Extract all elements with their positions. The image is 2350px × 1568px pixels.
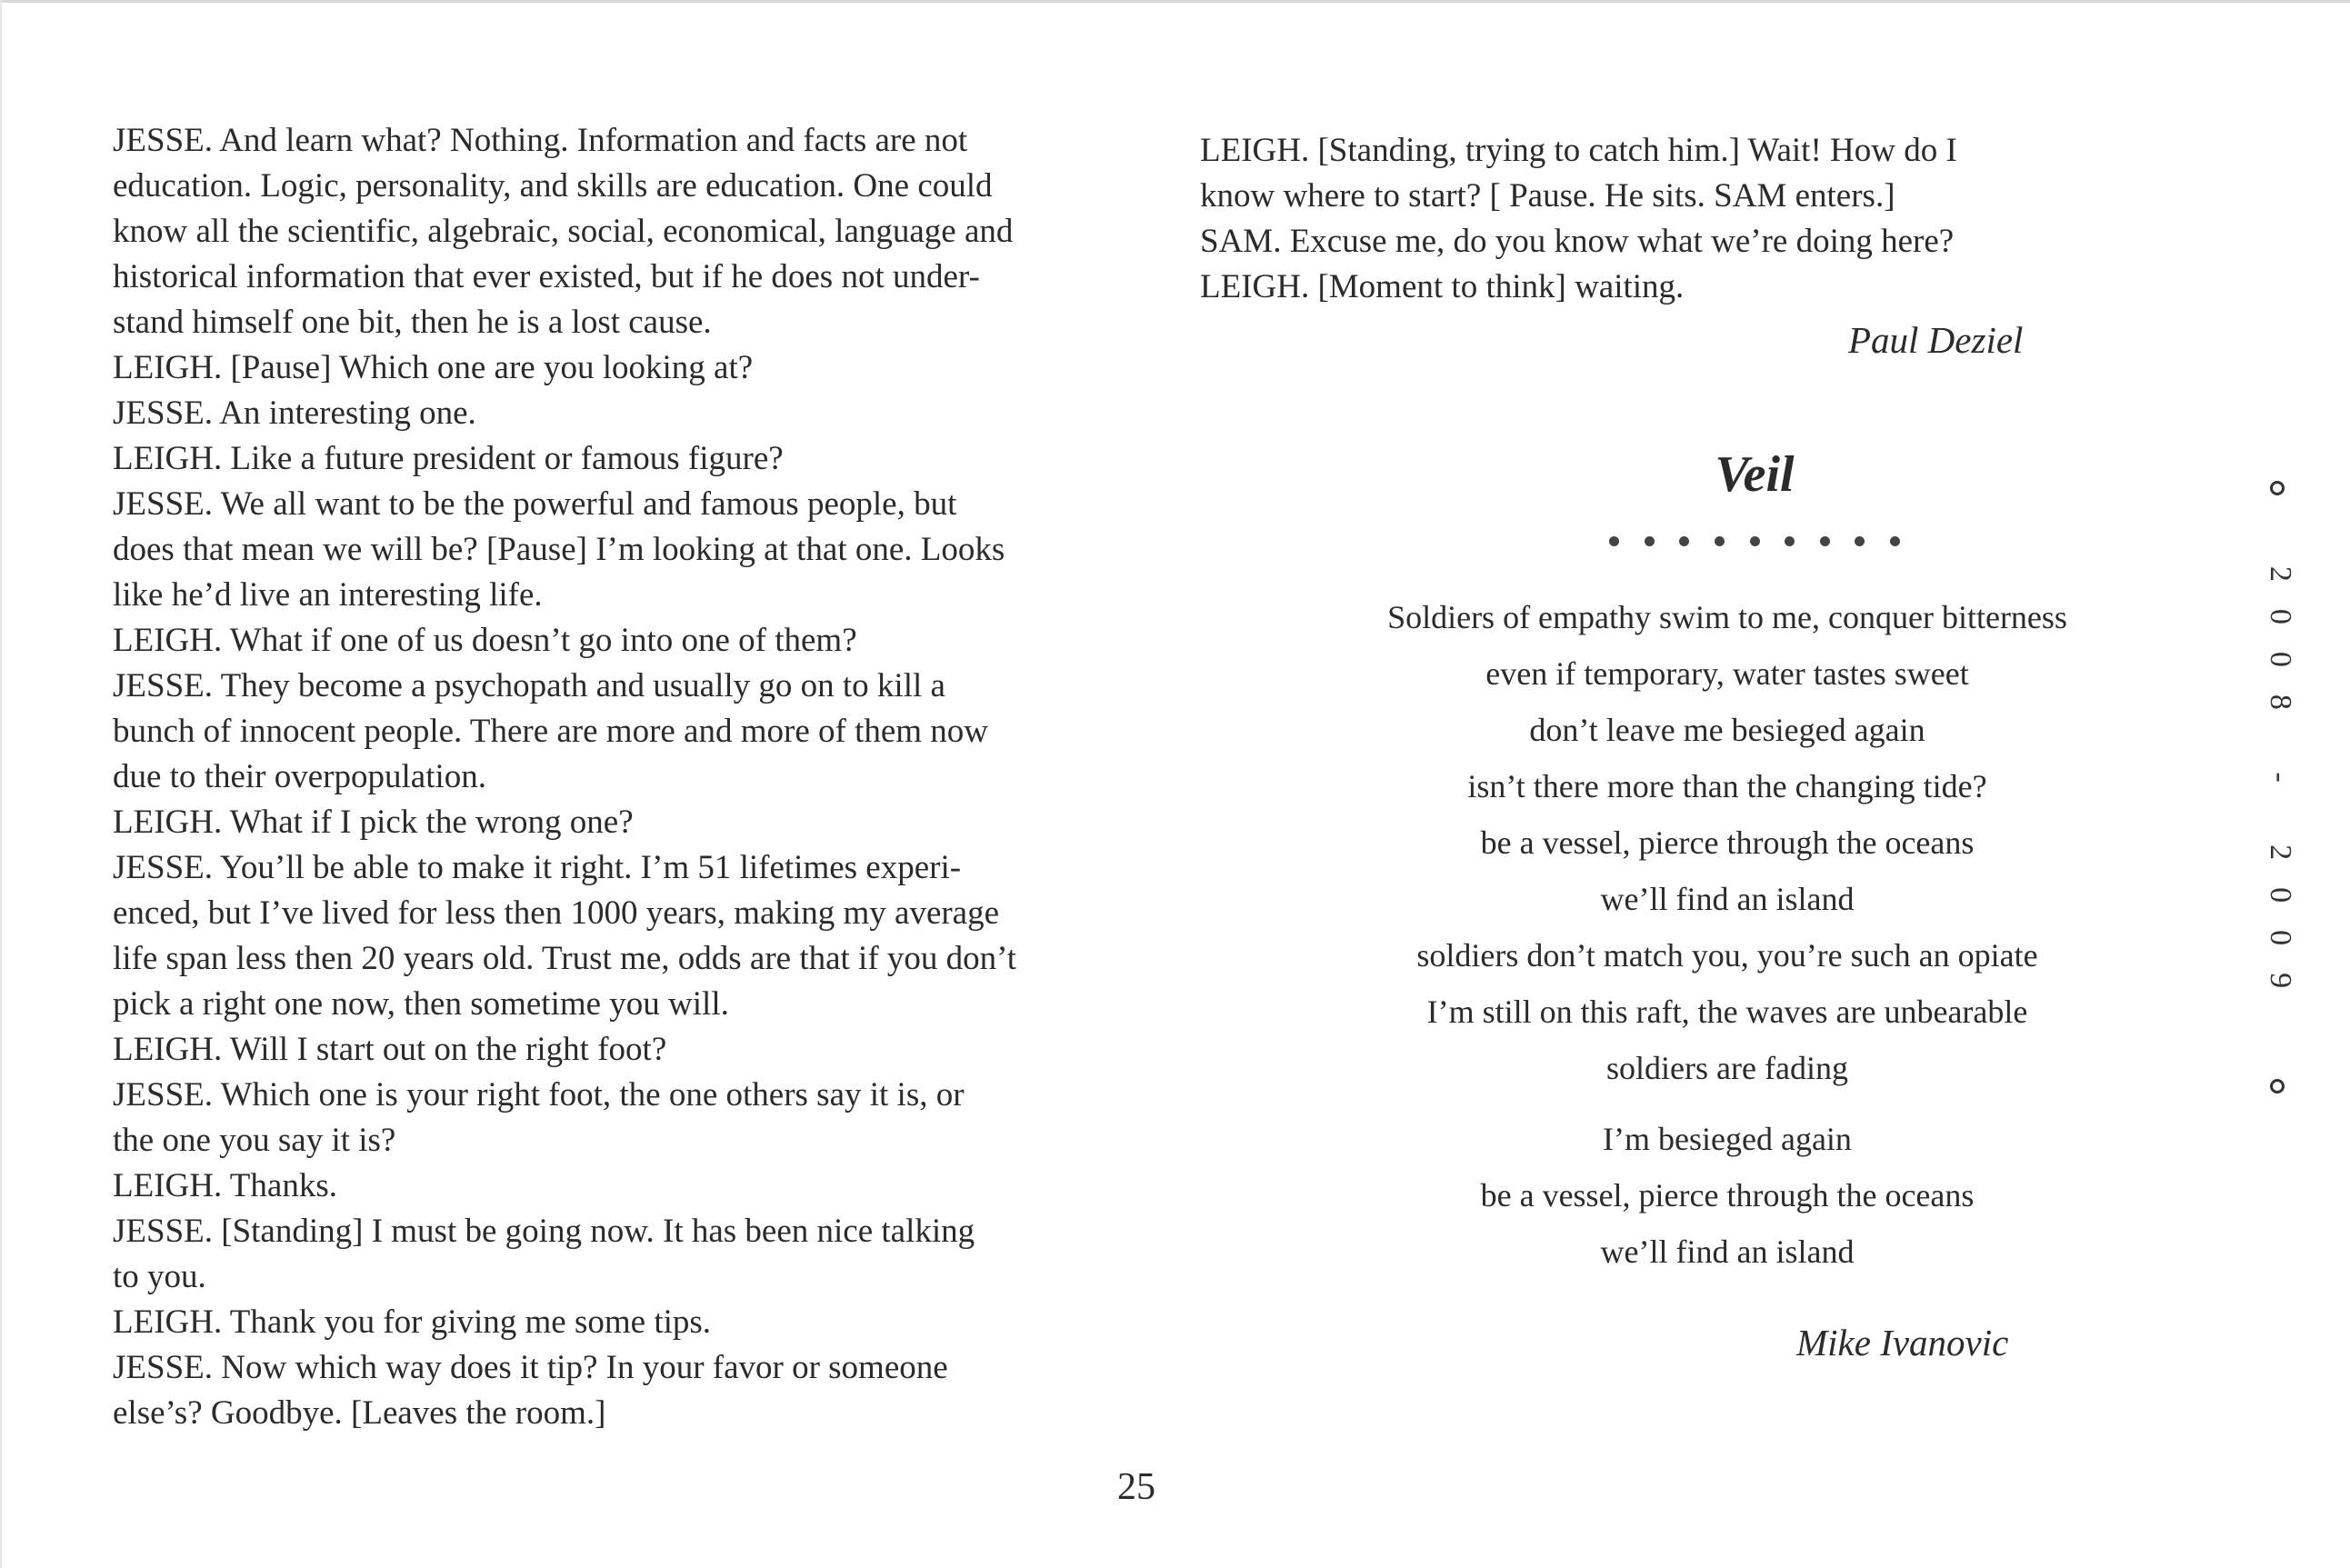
poem-line: be a vessel, pierce through the oceans bbox=[1480, 1177, 1975, 1213]
side-circle-bottom-icon bbox=[2270, 1079, 2285, 1094]
poem-stanza-2 bbox=[1273, 1111, 2182, 1280]
dialogue-line: JESSE. Which one is your right foot, the one others say it is, or bbox=[113, 1076, 965, 1114]
dialogue-line: historical information that ever existed, but if he does not under- bbox=[113, 258, 980, 295]
dialogue-line: bunch of innocent people. There are more and more of them now bbox=[113, 713, 989, 750]
dialogue-line: know where to start? [ Pause. He sits. SAM enters.] bbox=[1200, 177, 1895, 215]
poem-line: be a vessel, pierce through the oceans bbox=[1480, 824, 1975, 861]
dialogue-line: the one you say it is? bbox=[113, 1122, 396, 1159]
dialogue-line: to you. bbox=[113, 1258, 206, 1295]
page-number: 25 bbox=[1117, 1466, 1155, 1508]
ornament-dot-icon bbox=[1785, 536, 1795, 546]
ornament-dot-icon bbox=[1820, 536, 1830, 546]
dialogue-line: JESSE. And learn what? Nothing. Information and facts are not bbox=[113, 122, 968, 159]
poem-stanza-1 bbox=[1273, 589, 2182, 1096]
dialogue-line: JESSE. We all want to be the powerful and famous people, but bbox=[113, 485, 957, 523]
ornament-dot-icon bbox=[1750, 536, 1760, 546]
poem-line: don’t leave me besieged again bbox=[1529, 712, 1925, 748]
poem-title: Veil bbox=[1715, 446, 1795, 503]
dialogue-line: JESSE. Now which way does it tip? In your favor or someone bbox=[113, 1349, 948, 1386]
right-column-dialogue bbox=[1200, 128, 2109, 310]
poem-line: we’ll find an island bbox=[1600, 1233, 1855, 1270]
dialogue-line: life span less then 20 years old. Trust me, odds are that if you don’t bbox=[113, 940, 1017, 977]
poem-line: we’ll find an island bbox=[1600, 881, 1855, 917]
dialogue-line: LEIGH. [Moment to think] waiting. bbox=[1200, 268, 1685, 305]
dialogue-line: due to their overpopulation. bbox=[113, 758, 487, 795]
poem-line: Soldiers of empathy swim to me, conquer bitterness bbox=[1387, 599, 2067, 635]
poem-line: soldiers don’t match you, you’re such an opiate bbox=[1416, 937, 2038, 974]
author-paul-deziel: Paul Deziel bbox=[1848, 319, 2024, 361]
dialogue-line: LEIGH. Thank you for giving me some tips. bbox=[113, 1303, 712, 1341]
dialogue-line: LEIGH. [Standing, trying to catch him.] Wait! How do I bbox=[1200, 132, 1957, 169]
dialogue-line: LEIGH. Thanks. bbox=[113, 1167, 337, 1204]
dialogue-line: LEIGH. [Pause] Which one are you looking at? bbox=[113, 349, 754, 386]
dialogue-line: education. Logic, personality, and skills are education. One could bbox=[113, 167, 993, 205]
dialogue-line: enced, but I’ve lived for less then 1000 years, making my average bbox=[113, 894, 1000, 932]
dialogue-line: like he’d live an interesting life. bbox=[113, 576, 543, 614]
side-year-label bbox=[2253, 473, 2307, 1109]
page-left-edge bbox=[0, 0, 2, 1568]
author-mike-ivanovic: Mike Ivanovic bbox=[1796, 1322, 2009, 1363]
dialogue-line: know all the scientific, algebraic, social, economical, language and bbox=[113, 213, 1014, 250]
dialogue-line: LEIGH. What if one of us doesn’t go into one of them? bbox=[113, 622, 857, 659]
dialogue-line: JESSE. They become a psychopath and usually go on to kill a bbox=[113, 667, 945, 704]
ornament-dot-icon bbox=[1609, 536, 1619, 546]
side-year-text: 2008 - 2009 bbox=[2264, 565, 2297, 1016]
dialogue-line: stand himself one bit, then he is a lost cause. bbox=[113, 304, 712, 341]
ornament-dot-icon bbox=[1679, 536, 1689, 546]
ornament-dots bbox=[1609, 536, 1900, 549]
poem-line: isn’t there more than the changing tide? bbox=[1467, 768, 1987, 804]
poem-line: soldiers are fading bbox=[1606, 1050, 1848, 1086]
dialogue-line: LEIGH. Like a future president or famous figure? bbox=[113, 440, 784, 477]
ornament-dot-icon bbox=[1890, 536, 1900, 546]
ornament-dot-icon bbox=[1715, 536, 1725, 546]
dialogue-line: JESSE. You’ll be able to make it right. I’m 51 lifetimes experi- bbox=[113, 849, 962, 886]
ornament-dot-icon bbox=[1855, 536, 1865, 546]
dialogue-line: JESSE. An interesting one. bbox=[113, 394, 476, 432]
dialogue-line: JESSE. [Standing] I must be going now. It has been nice talking bbox=[113, 1213, 975, 1250]
page-top-edge bbox=[0, 0, 2350, 3]
poem-line: even if temporary, water tastes sweet bbox=[1485, 655, 1969, 692]
ornament-dot-icon bbox=[1645, 536, 1655, 546]
left-column-dialogue bbox=[113, 118, 1085, 1436]
dialogue-line: else’s? Goodbye. [Leaves the room.] bbox=[113, 1394, 606, 1432]
dialogue-line: LEIGH. What if I pick the wrong one? bbox=[113, 804, 634, 841]
poem-line: I’m besieged again bbox=[1603, 1121, 1852, 1157]
dialogue-line: pick a right one now, then sometime you will. bbox=[113, 985, 729, 1023]
dialogue-line: does that mean we will be? [Pause] I’m looking at that one. Looks bbox=[113, 531, 1005, 568]
dialogue-line: SAM. Excuse me, do you know what we’re doing here? bbox=[1200, 223, 1955, 260]
dialogue-line: LEIGH. Will I start out on the right foot? bbox=[113, 1031, 667, 1068]
poem-line: I’m still on this raft, the waves are unbearable bbox=[1426, 994, 2028, 1030]
